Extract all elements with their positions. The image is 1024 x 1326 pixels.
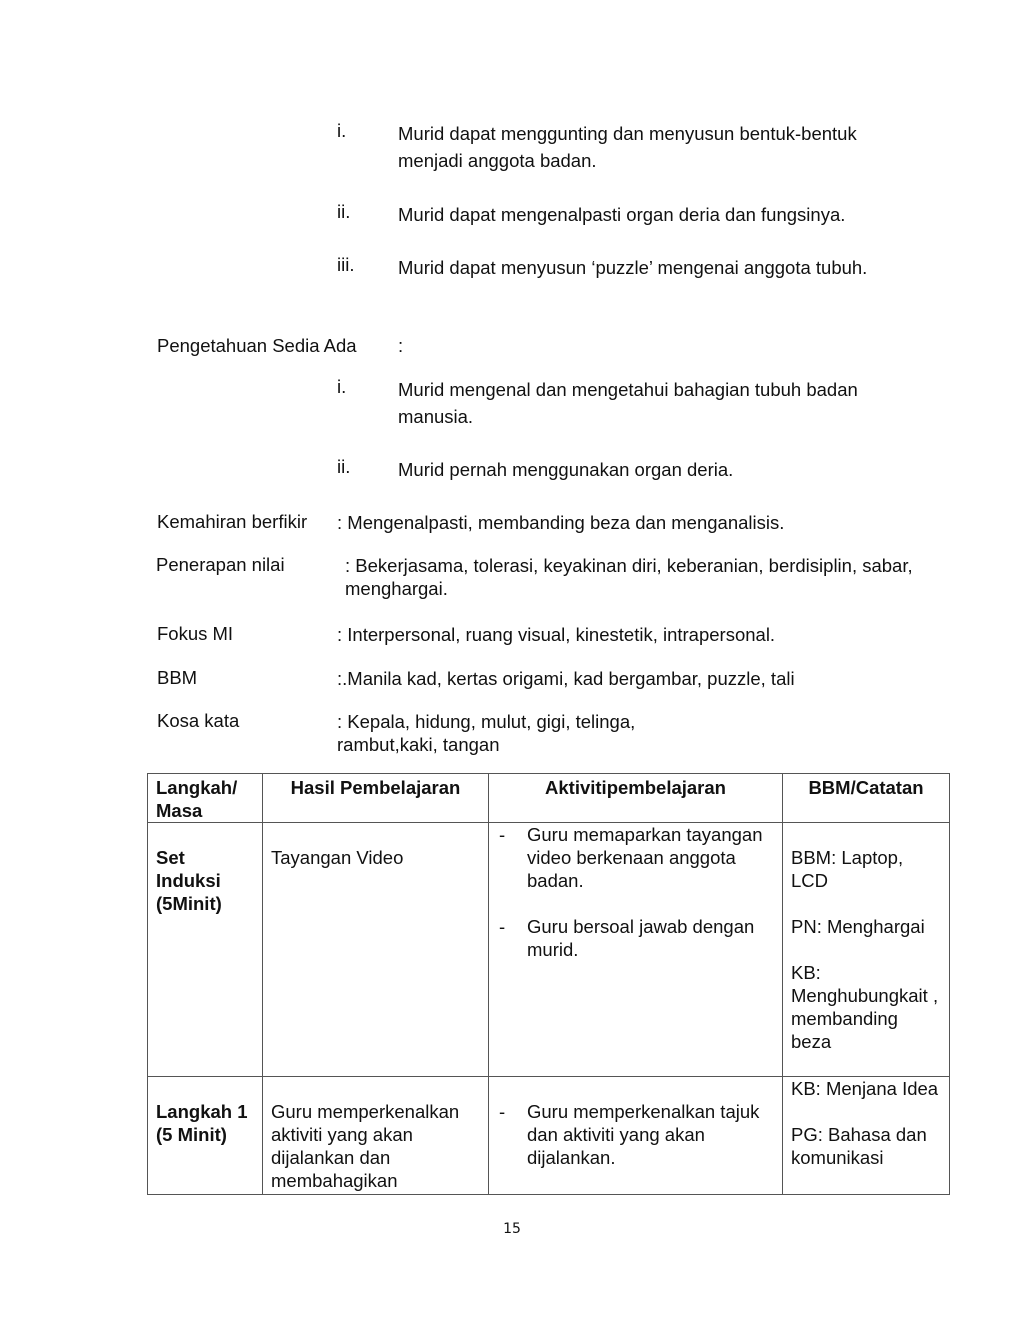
header-step: Langkah/ Masa [148, 774, 263, 823]
note-item: BBM: Laptop, LCD [791, 847, 904, 891]
activity-item: - Guru memaparkan tayangan video berkenaan anggota badan. [497, 823, 774, 892]
header-outcome: Hasil Pembelajaran [263, 774, 489, 823]
row-activities [489, 1077, 783, 1195]
activity-item: - Guru memperkenalkan tajuk dan aktiviti yang akan dijalankan. [497, 1100, 774, 1169]
objective-number: i. [337, 120, 347, 141]
note-item: KB: Menghubungkait , membanding beza [791, 962, 939, 1052]
row-outcome: Tayangan Video [263, 823, 489, 1077]
note-item: KB: Menjana Idea [791, 1078, 939, 1099]
objective-text: Murid dapat menggunting dan menyusun bentuk-bentuk menjadi anggota badan. [398, 123, 857, 171]
materials-label: BBM [157, 667, 198, 688]
row-notes [783, 1077, 950, 1195]
objective-number: ii. [337, 201, 351, 222]
thinking-skills-value: : Mengenalpasti, membanding beza dan menganalisis. [337, 512, 785, 533]
mi-focus-value: : Interpersonal, ruang visual, kinestetik, intrapersonal. [337, 624, 776, 645]
note-item: PN: Menghargai [791, 916, 925, 937]
page-number: 15 [503, 1221, 521, 1237]
thinking-skills-label: Kemahiran berfikir [157, 511, 308, 532]
prior-knowledge-number: ii. [337, 456, 351, 477]
row-outcome: Guru memperkenalkan aktiviti yang akan dijalankan dan membahagikan [263, 1077, 489, 1195]
vocabulary-label: Kosa kata [157, 710, 240, 731]
objective-text: Murid dapat mengenalpasti organ deria dan fungsinya. [398, 204, 846, 225]
table-row [148, 823, 950, 1077]
objective-number: iii. [337, 254, 355, 275]
prior-knowledge-text: Murid pernah menggunakan organ deria. [398, 459, 734, 480]
header-notes: BBM/Catatan [783, 774, 950, 823]
prior-knowledge-number: i. [337, 376, 347, 397]
vocabulary-value: : Kepala, hidung, mulut, gigi, telinga, rambut,kaki, tangan [337, 711, 636, 755]
table-row [148, 1077, 950, 1195]
header-activities: Aktivitipembelajaran [489, 774, 783, 823]
activity-item: - Guru bersoal jawab dengan murid. [497, 915, 774, 961]
objective-text: Murid dapat menyusun ‘puzzle’ mengenai anggota tubuh. [398, 257, 868, 278]
table-header-row [148, 774, 950, 823]
prior-knowledge-text: Murid mengenal dan mengetahui bahagian tubuh badan manusia. [398, 379, 858, 427]
lesson-plan-table [147, 773, 950, 1195]
materials-value: :.Manila kad, kertas origami, kad bergambar, puzzle, tali [337, 668, 795, 689]
row-notes [783, 823, 950, 1077]
values-value: : Bekerjasama, tolerasi, keyakinan diri, keberanian, berdisiplin, sabar, menghargai. [345, 555, 913, 599]
mi-focus-label: Fokus MI [157, 623, 234, 644]
row-activities [489, 823, 783, 1077]
row-step: Langkah 1 (5 Minit) [148, 1077, 263, 1195]
row-step: Set Induksi (5Minit) [148, 823, 263, 1077]
note-item: PG: Bahasa dan komunikasi [791, 1124, 927, 1168]
prior-knowledge-label: Pengetahuan Sedia Ada [157, 335, 357, 356]
values-label: Penerapan nilai [156, 554, 285, 575]
prior-knowledge-colon: : [398, 335, 404, 356]
